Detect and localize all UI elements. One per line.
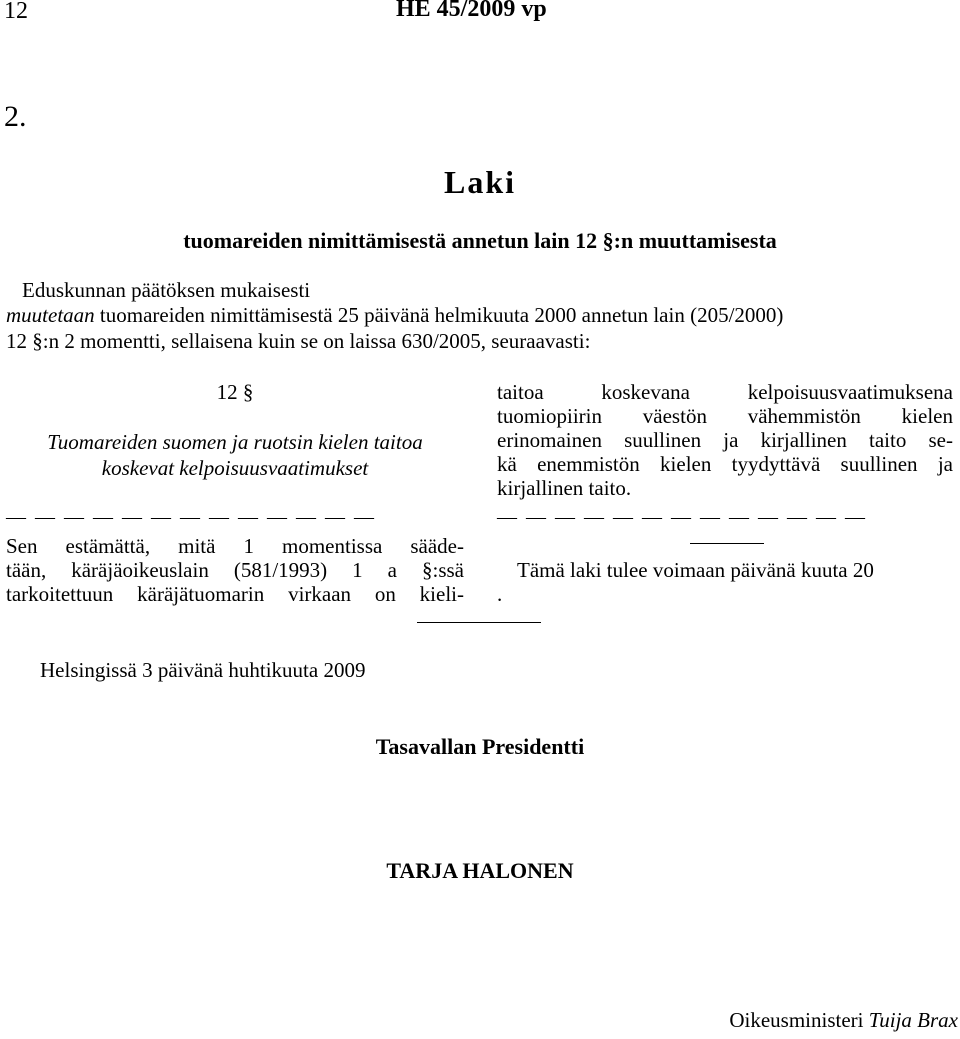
left-column-text (6, 534, 464, 606)
president-name: TARJA HALONEN (386, 858, 574, 883)
preamble-line-1-rest: tuomareiden nimittämisestä 25 päivänä helmikuuta 2000 annetun lain (205/2000) (94, 303, 784, 327)
entry-into-force-text: Tämä laki tulee voimaan päivänä kuuta 20 (517, 558, 874, 582)
omitted-text-marker: — — — — — — — — — — — — — (6, 506, 376, 528)
president-title: Tasavallan Presidentti (375, 734, 585, 759)
law-end-rule (417, 622, 541, 623)
minister-name: Tuija Brax (868, 1008, 958, 1032)
right-text-line: taitoa koskevana kelpoisuusvaatimuksena (497, 380, 953, 404)
law-subtitle: tuomareiden nimittämisestä annetun lain 12 §:n muuttamisesta (183, 228, 777, 253)
right-text-line: tuomiopiirin väestön vähemmistön kielen (497, 404, 953, 428)
document-id: HE 45/2009 vp (396, 0, 547, 22)
minister-title: Oikeusministeri (729, 1008, 864, 1032)
preamble-line-2: 12 §:n 2 momentti, sellaisena kuin se on laissa 630/2005, seuraavasti: (6, 329, 591, 353)
right-text-line: kirjallinen taito. (497, 476, 632, 500)
section-number: 2. (4, 100, 27, 133)
signature-place-date: Helsingissä 3 päivänä huhtikuuta 2009 (40, 658, 366, 682)
preamble-intro: Eduskunnan päätöksen mukaisesti (22, 278, 311, 302)
section-end-rule (690, 543, 764, 544)
section-heading-line-1: Tuomareiden suomen ja ruotsin kielen taitoa (47, 430, 423, 454)
right-column-text (497, 380, 953, 500)
minister-signature (729, 1008, 958, 1033)
law-title: Laki (443, 164, 517, 200)
entry-into-force-end: . (497, 582, 503, 606)
preamble-verb: muutetaan (6, 303, 95, 327)
right-text-line: erinomainen suullinen ja kirjallinen taito se- (497, 428, 953, 452)
left-text-line: tään, käräjäoikeuslain (581/1993) 1 a §:ssä (6, 558, 464, 582)
section-label: 12 § (216, 380, 254, 404)
right-text-line: kä enemmistön kielen tyydyttävä suullinen ja (497, 452, 953, 476)
left-text-line: tarkoitettuun käräjätuomarin virkaan on kieli- (6, 582, 464, 606)
page-number: 12 (4, 0, 28, 24)
section-heading-line-2: koskevat kelpoisuusvaatimukset (101, 456, 369, 480)
left-text-line: Sen estämättä, mitä 1 momentissa sääde- (6, 534, 464, 558)
right-omitted-text-marker: — — — — — — — — — — — — — (497, 506, 867, 528)
preamble-line-1 (6, 302, 783, 328)
